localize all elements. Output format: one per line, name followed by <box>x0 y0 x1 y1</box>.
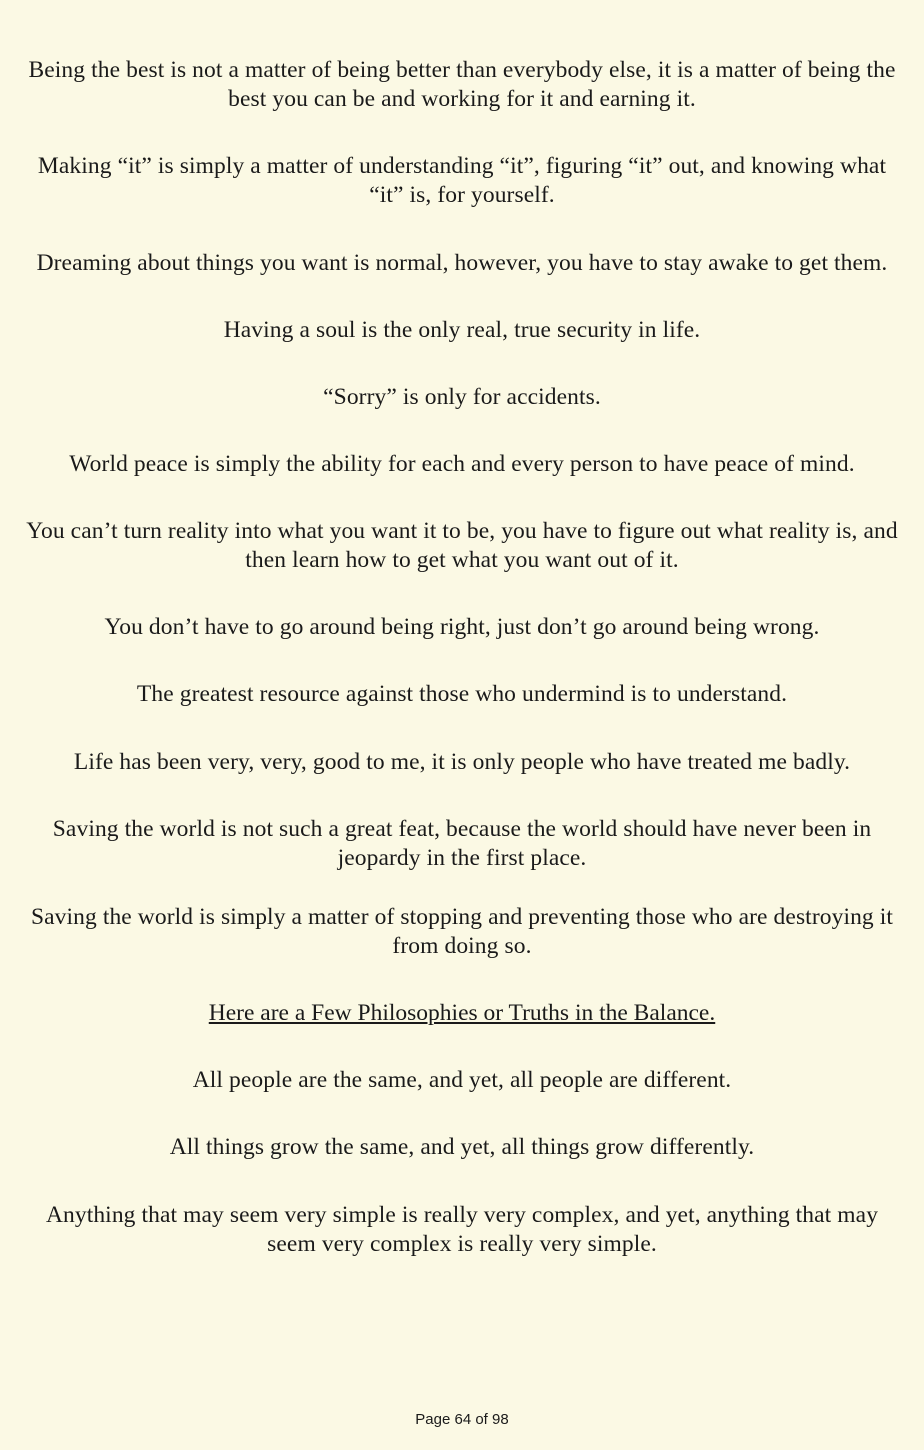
paragraph: Dreaming about things you want is normal, however, you have to stay awake to get them. <box>36 249 888 276</box>
paragraph-spacer <box>18 777 906 815</box>
paragraph-spacer <box>18 114 906 152</box>
paragraph: Saving the world is not such a great feat, because the world should have never been in jeopardy in the first place. <box>52 815 872 871</box>
paragraph: Life has been very, very, good to me, it is only people who have treated me badly. <box>73 748 851 775</box>
page-footer: Page 64 of 98 <box>415 1411 509 1428</box>
paragraph-spacer <box>18 1095 906 1133</box>
paragraph-spacer <box>18 710 906 748</box>
paragraph: “Sorry” is only for accidents. <box>323 383 601 410</box>
paragraph-spacer <box>18 642 906 680</box>
paragraph-spacer <box>18 412 906 450</box>
paragraph: The greatest resource against those who undermind is to understand. <box>136 681 788 708</box>
paragraph-spacer <box>18 1163 906 1201</box>
paragraph-spacer <box>18 211 906 249</box>
paragraph: Having a soul is the only real, true security in life. <box>223 316 701 343</box>
paragraph: You don’t have to go around being right, just don’t go around being wrong. <box>104 614 820 641</box>
paragraph-spacer <box>18 479 906 517</box>
paragraph: Making “it” is simply a matter of understanding “it”, figuring “it” out, and knowing what “it” is, for yourself. <box>37 153 887 209</box>
paragraph-spacer <box>18 345 906 383</box>
paragraph-spacer <box>18 873 906 903</box>
document-body <box>18 56 906 1385</box>
paragraph: Being the best is not a matter of being better than everybody else, it is a matter of being the best you can be and working for it and earning it. <box>28 57 896 113</box>
section-heading <box>18 999 906 1028</box>
paragraph: You can’t turn reality into what you want it to be, you have to figure out what reality is, and then learn how to get what you want out of it. <box>26 518 898 574</box>
paragraph: World peace is simply the ability for each and every person to have peace of mind. <box>69 450 855 477</box>
paragraph: Saving the world is simply a matter of stopping and preventing those who are destroying it from doing so. <box>30 903 894 959</box>
paragraph-spacer <box>18 1028 906 1066</box>
section-heading-text: Here are a Few Philosophies or Truths in the Balance. <box>208 1000 716 1027</box>
paragraph: All things grow the same, and yet, all things grow differently. <box>169 1134 755 1161</box>
paragraph: All people are the same, and yet, all people are different. <box>192 1067 732 1094</box>
paragraph-spacer <box>18 961 906 999</box>
paragraph-spacer <box>18 278 906 316</box>
paragraph-spacer <box>18 575 906 613</box>
paragraph: Anything that may seem very simple is really very complex, and yet, anything that may seem very complex is really very simple. <box>45 1201 879 1257</box>
